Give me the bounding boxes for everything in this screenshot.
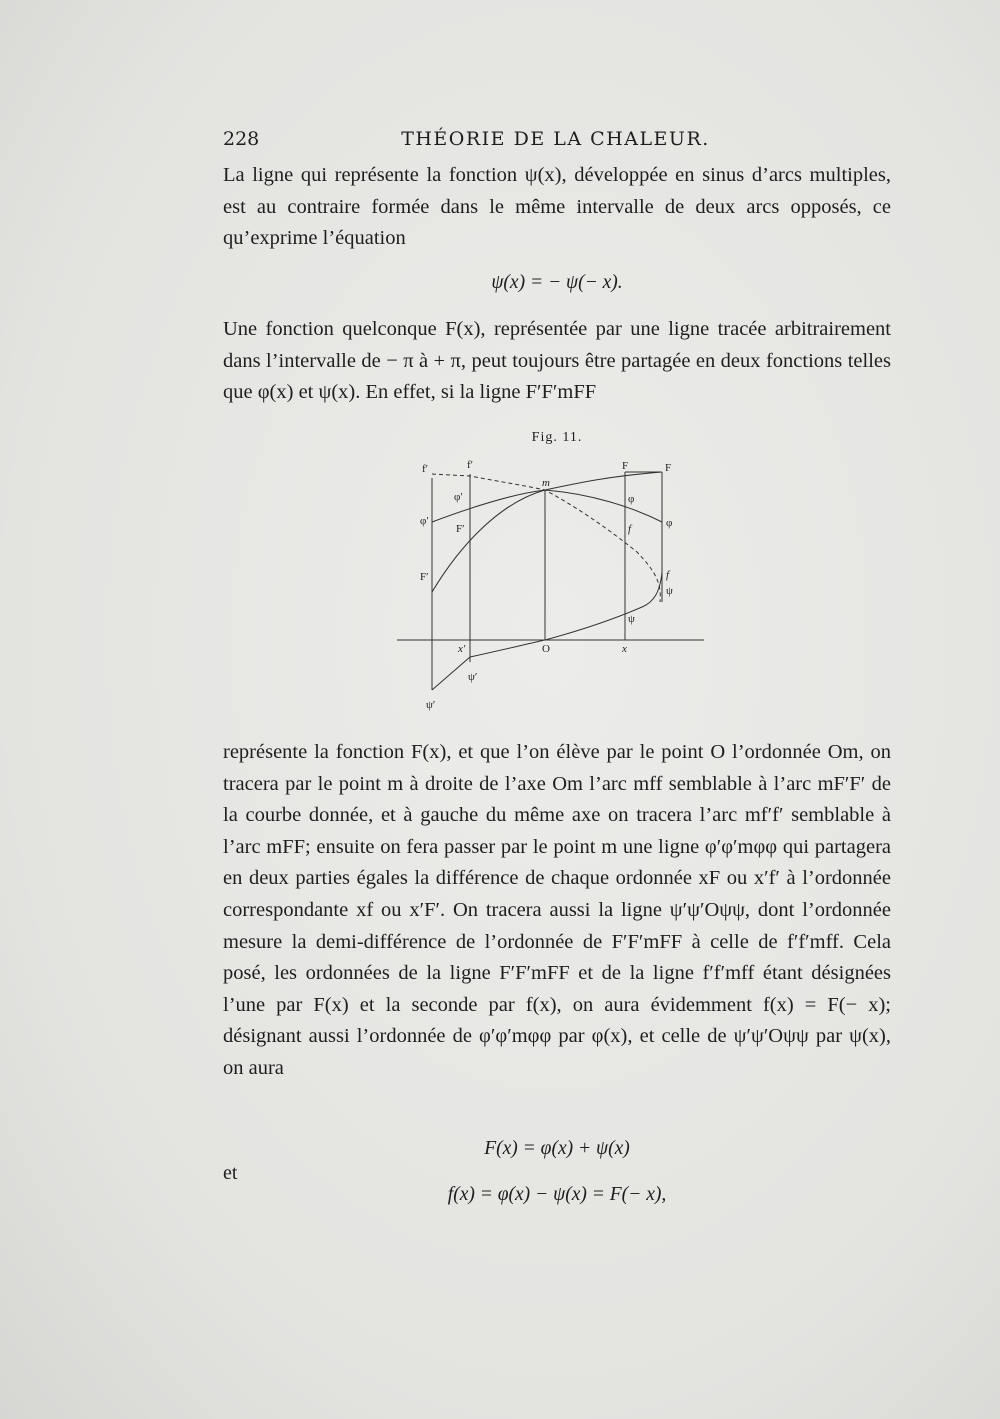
curve-psi (432, 572, 662, 690)
label-F-top-inner: F (622, 460, 629, 472)
label-phi-prime-inner: φ′ (454, 491, 463, 503)
label-x-prime: x′ (458, 643, 466, 655)
running-title: THÉORIE DE LA CHALEUR. (401, 128, 710, 150)
label-O: O (542, 643, 550, 655)
page-number: 228 (223, 128, 260, 150)
label-F-prime-inner: F′ (456, 523, 465, 535)
figure-11-diagram (392, 452, 712, 722)
label-f-inner: f (628, 523, 632, 535)
label-f-prime-inner: f′ (467, 459, 474, 471)
label-phi-right: φ (666, 517, 673, 529)
label-F-prime-left: F′ (420, 571, 429, 583)
label-phi-inner: φ (628, 493, 635, 505)
label-x: x (622, 643, 627, 655)
equation-3: f(x) = φ(x) − ψ(x) = F(− x), (447, 1184, 667, 1205)
label-psi-inner: ψ (628, 613, 635, 625)
label-psi-prime-left: ψ′ (426, 699, 436, 711)
label-f-right: f (666, 569, 670, 581)
label-m: m (542, 477, 550, 489)
label-psi-right: ψ (666, 585, 673, 597)
paragraph-3: représente la fonction F(x), et que l’on élève par le point O l’ordonnée Om, on tracera par le point m à droite de l’axe Om l’arc mff semblable à l’arc mF′F′ de la courbe donnée, et à gauche du même axe on tracera l’arc mf′f′ semblable à l’arc mFF; ensuite on fera passer par le point m une ligne φ′φ′mφφ qui partagera en deux parties égales la différence de chaque ordonnée xF ou x′f′ à l’ordonnée correspondante xf ou x′F′. On tracera aussi la ligne ψ′ψ′Oψψ, dont l’ordonnée mesure la demi-différence de l’ordonnée de F′F′mFF à celle de f′f′mff. Cela posé, les ordonnées de la ligne F′F′mFF et de la ligne f′f′mff étant désignées l’une par F(x) et la seconde par f(x), on aura évidemment f(x) = F(− x); désignant aussi l’ordonnée de φ′φ′mφφ par φ(x), et celle de ψ′ψ′Oψψ par ψ(x), on aura (223, 741, 891, 1079)
paragraph-2: Une fonction quelconque F(x), représentée par une ligne tracée arbitrairement dans l’intervalle de − π à + π, peut toujours être partagée en deux fonctions telles que φ(x) et ψ(x). En effet, si la ligne F′F′mFF (223, 318, 891, 404)
label-phi-prime-left: φ′ (420, 515, 429, 527)
label-F-top-outer: F (665, 462, 672, 474)
curve-ffmff (432, 474, 660, 602)
paragraph-1: La ligne qui représente la fonction ψ(x), développée en sinus d’arcs multiples, est au contraire formée dans le même intervalle de deux arcs opposés, ce qu’exprime l’équation (223, 164, 891, 250)
label-psi-prime-inner: ψ′ (468, 671, 478, 683)
label-f-prime-left: f′ (422, 463, 429, 475)
conjunction-et: et (223, 1162, 238, 1184)
figure-caption: Fig. 11. (531, 430, 583, 445)
page-header (223, 128, 888, 158)
equation-2: F(x) = φ(x) + ψ(x) (484, 1138, 630, 1159)
equation-1: ψ(x) = − ψ(− x). (491, 272, 623, 293)
